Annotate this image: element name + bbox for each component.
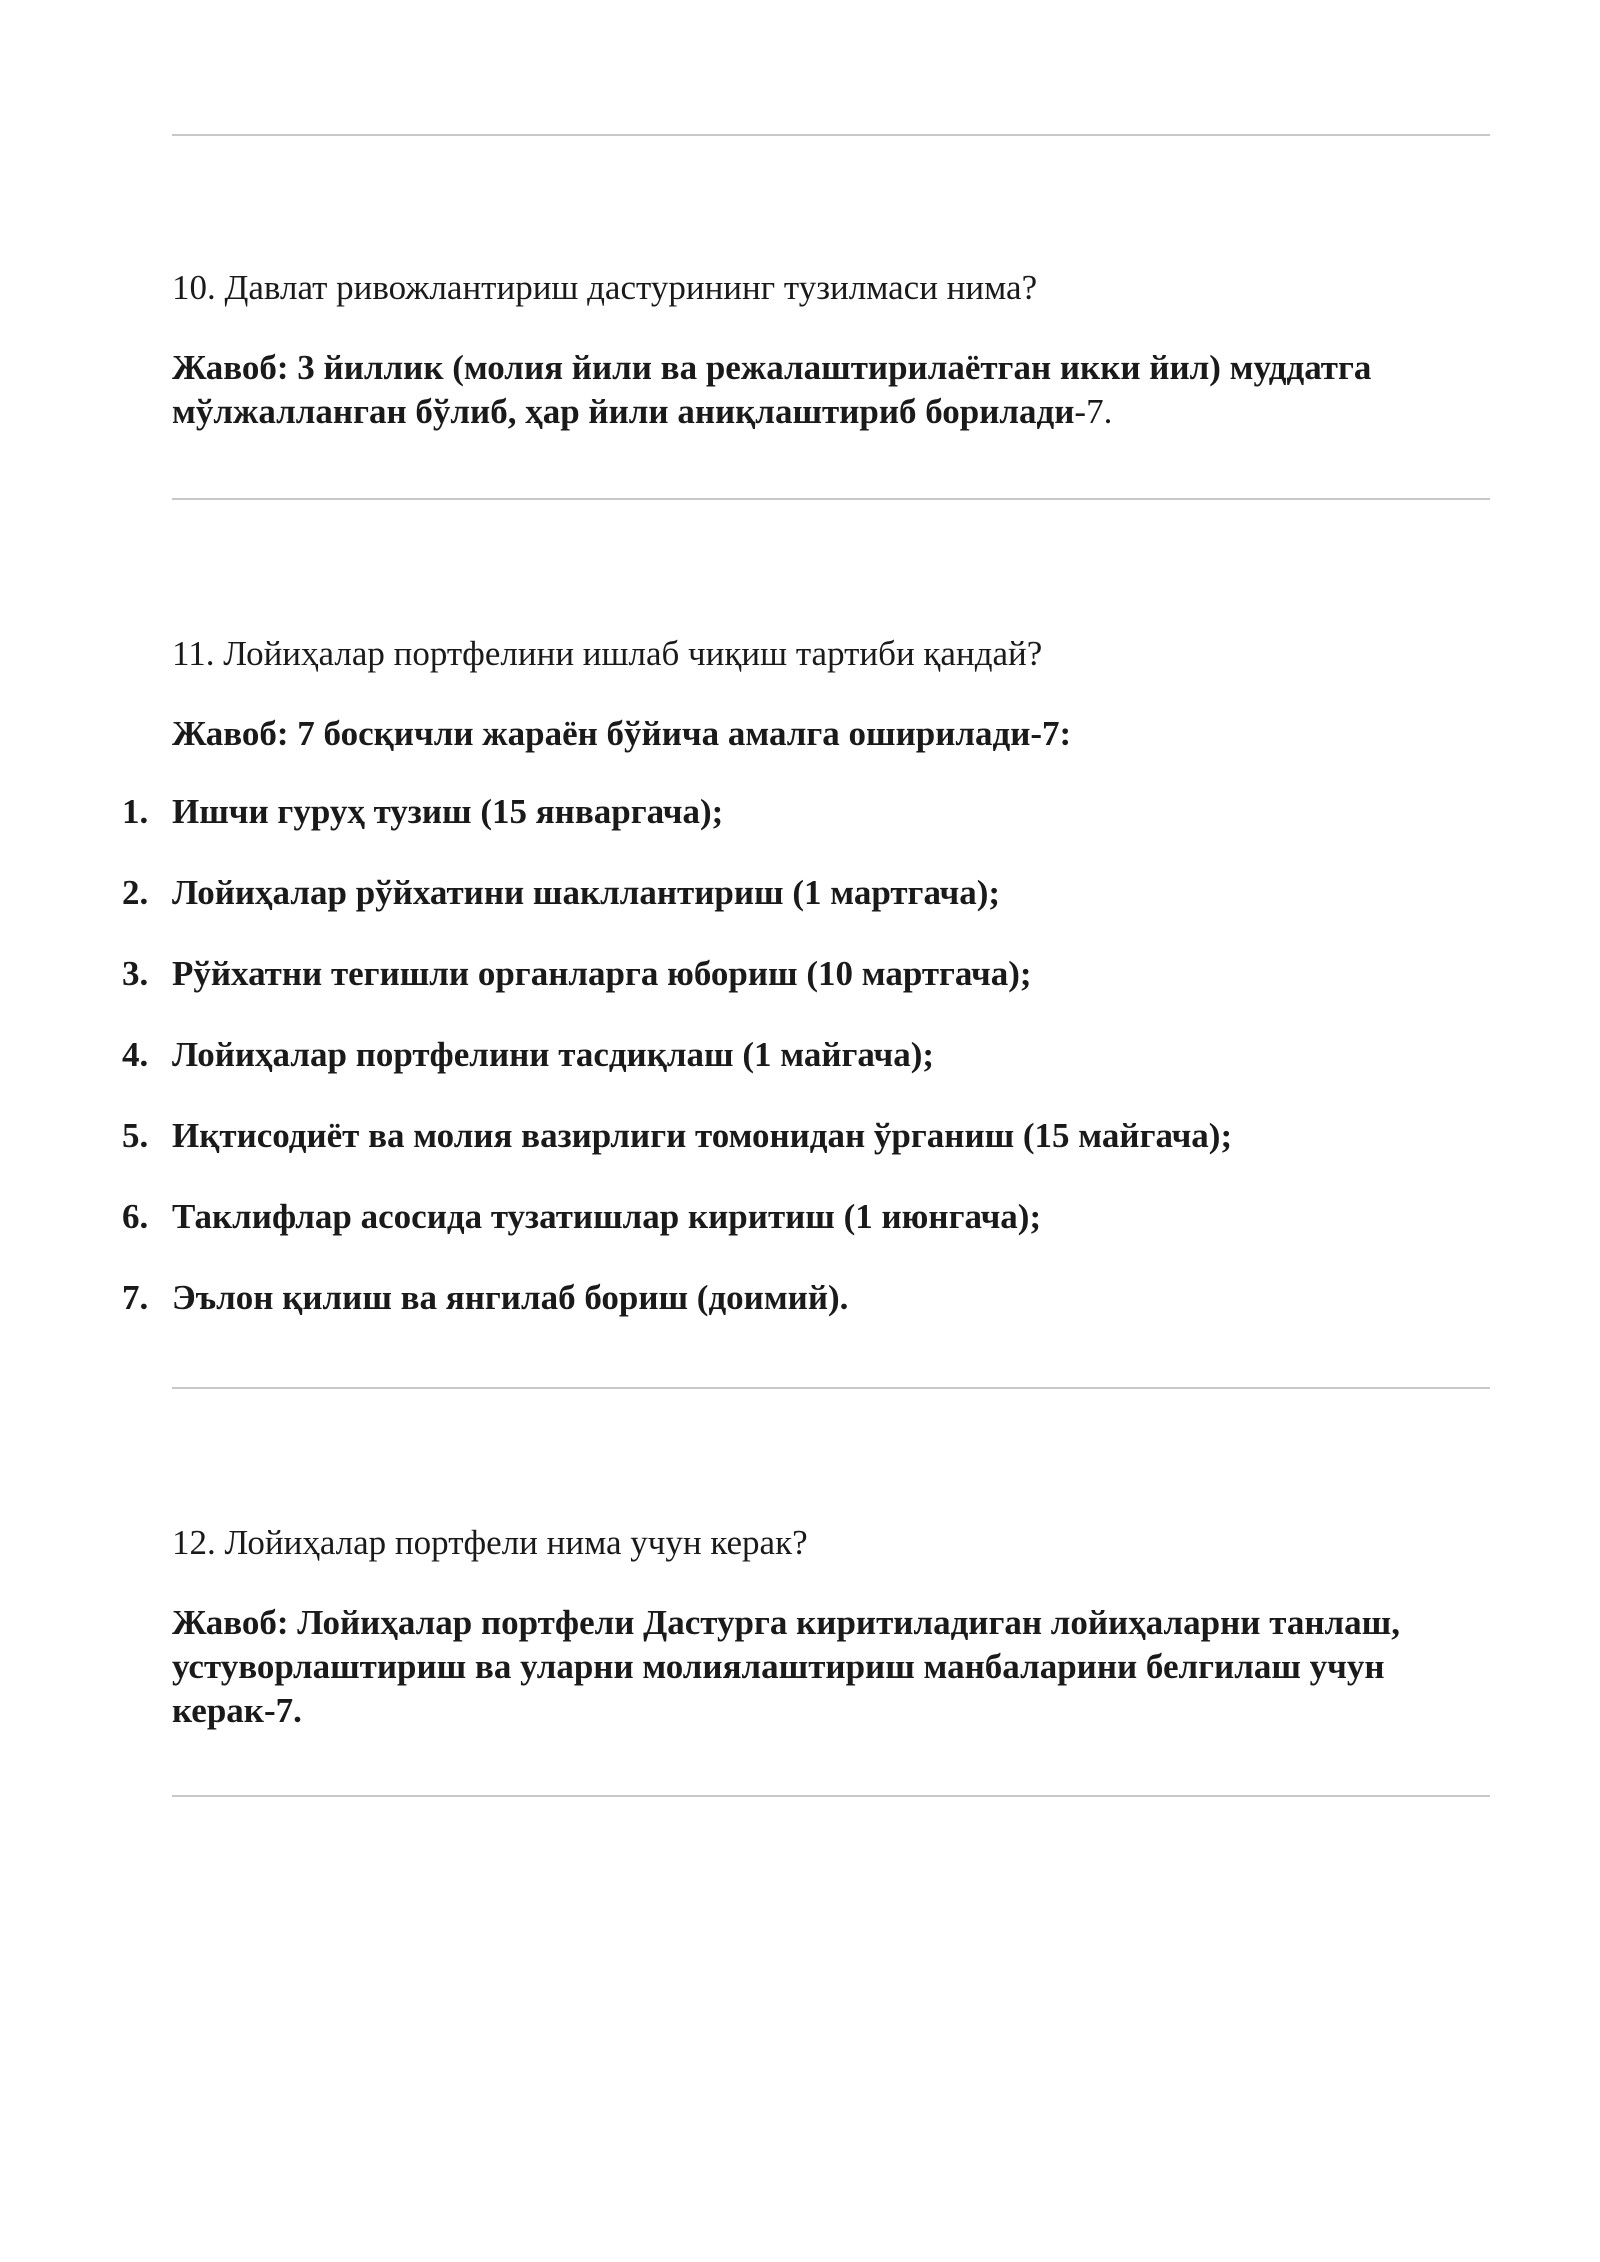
step-number: 7. [122, 1278, 149, 1317]
list-item [0, 1114, 1500, 1195]
question-11: 11. Лойиҳалар портфелини ишлаб чиқиш тартиби қандай? [172, 634, 1043, 673]
divider [172, 498, 1490, 500]
question-10: 10. Давлат ривожлантириш дастурининг тузилмаси нима? [172, 268, 1038, 307]
list-item [0, 790, 1500, 871]
answer-10-text: Жавоб: 3 йиллик (молия йили ва режалаштирилаётган икки йил) муддатга мўлжалланган бўлиб, ҳар йили аниқлаштириб борилади [172, 348, 1372, 431]
step-text: Таклифлар асосида тузатишлар киритиш (1 июнгача); [172, 1197, 1042, 1236]
step-number: 1. [122, 792, 149, 831]
answer-11: Жавоб: 7 босқичли жараён бўйича амалга оширилади-7: [172, 714, 1072, 753]
list-item [0, 952, 1500, 1033]
list-item [0, 871, 1500, 952]
list-item [0, 1276, 1500, 1357]
answer-10-reference: -7. [1074, 392, 1113, 431]
step-text: Лойиҳалар рўйхатини шакллантириш (1 мартгача); [172, 873, 1001, 912]
answer-12: Жавоб: Лойиҳалар портфели Дастурга киритиладиган лойиҳаларни танлаш, устуворлаштириш ва уларни молиялаштириш манбаларини белгилаш учун керак-7. [172, 1603, 1400, 1730]
step-text: Иқтисодиёт ва молия вазирлиги томонидан ўрганиш (15 майгача); [172, 1116, 1233, 1155]
step-number: 3. [122, 954, 149, 993]
divider [172, 1387, 1490, 1389]
question-12: 12. Лойиҳалар портфели нима учун керак? [172, 1523, 808, 1562]
step-number: 6. [122, 1197, 149, 1236]
divider [172, 1795, 1490, 1797]
step-number: 2. [122, 873, 149, 912]
step-number: 5. [122, 1116, 149, 1155]
answer-10 [172, 346, 1490, 434]
divider [172, 134, 1490, 136]
list-item [0, 1033, 1500, 1114]
steps-list [0, 790, 1500, 1357]
list-item [0, 1195, 1500, 1276]
step-number: 4. [122, 1035, 149, 1074]
step-text: Лойиҳалар портфелини тасдиқлаш (1 майгача); [172, 1035, 935, 1074]
step-text: Рўйхатни тегишли органларга юбориш (10 мартгача); [172, 954, 1032, 993]
step-text: Эълон қилиш ва янгилаб бориш (доимий). [172, 1278, 849, 1317]
step-text: Ишчи гуруҳ тузиш (15 январгача); [172, 792, 724, 831]
